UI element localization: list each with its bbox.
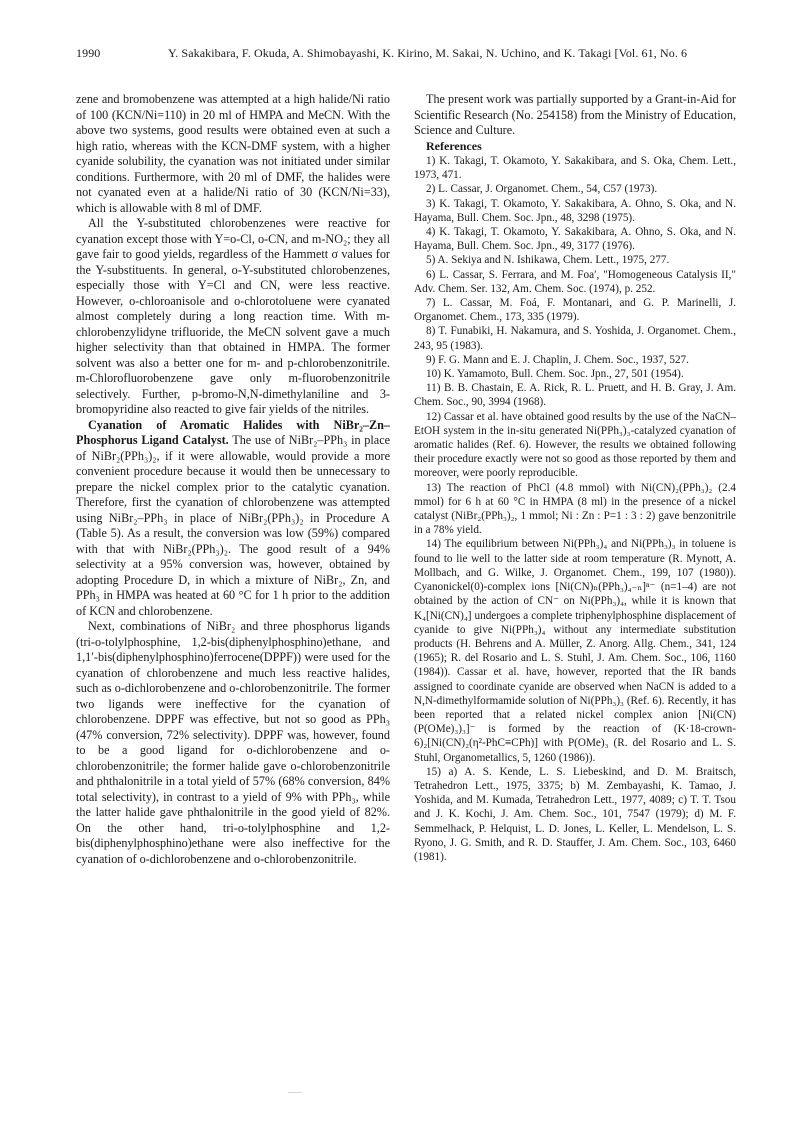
page-footer-rule (288, 1092, 302, 1101)
running-header (76, 46, 736, 64)
acknowledgement: The present work was partially supported by a Grant-in-Aid for Scientific Research (No. 254158) from the Ministry of Education, Science and Culture. (414, 92, 736, 137)
reference-item: 7) L. Cassar, M. Foá, F. Montanari, and G. P. Marinelli, J. Organomet. Chem., 173, 335 (1979). (414, 297, 736, 324)
right-column (414, 92, 736, 864)
reference-item: 5) A. Sekiya and N. Ishikawa, Chem. Lett., 1975, 277. (426, 254, 670, 267)
reference-item: 12) Cassar et al. have obtained good results by the use of the NaCN–EtOH system in the in-situ generated Ni(PPh₃)₃-catalyzed cyanation of aromatic halides (Ref. 6). However, the results we obtained following their procedure exactly were not so good as those reported by them and moreover, were poorly reproducible. (414, 410, 736, 480)
reference-item: 1) K. Takagi, T. Okamoto, Y. Sakakibara, and S. Oka, Chem. Lett., 1973, 471. (414, 155, 736, 182)
references-heading: References (426, 138, 482, 153)
reference-item: 10) K. Yamamoto, Bull. Chem. Soc. Jpn., 27, 501 (1954). (426, 368, 684, 381)
section-paragraph (76, 418, 390, 620)
reference-item: 13) The reaction of PhCl (4.8 mmol) with Ni(CN)₂(PPh₃)₂ (2.4 mmol) for 6 h at 60 °C in HMPA (8 ml) in the presence of a nickel catalyst (NiBr₂(PPh₃)₂, 1 mmol; Ni : Zn : P=1 : 3 : 2) gave benzonitrile in a 78% yield. (414, 481, 736, 537)
reference-item: 3) K. Takagi, T. Okamoto, Y. Sakakibara, A. Ohno, S. Oka, and N. Hayama, Bull. Chem. Soc. Jpn., 48, 3298 (1975). (414, 197, 736, 224)
reference-list (414, 154, 736, 864)
reference-item: 8) T. Funabiki, H. Nakamura, and S. Yoshida, J. Organomet. Chem., 243, 95 (1983). (414, 325, 736, 352)
body-paragraph: All the Y-substituted chlorobenzenes were reactive for cyanation except those with Y=o-Cl, o-CN, and m-NO₂; they all gave fair to good yields, regardless of the Hammett σ values for the Y-substituents. In general, o-Y-substituted chlorobenzenes, especially those with Y=Cl and CN, were less reactive. However, o-chloroanisole and o-chlorotoluene were cyanated almost completely during a long reaction time. With m-chlorobenzylidyne trifluoride, the MeCN solvent gave a much higher selectivity than that obtained in HMPA. The former solvent was also a better one for m- and p-chlorobenzonitrile. m-Chlorofluorobenzene gave only m-fluorobenzonitrile selectively. Further, p-bromo-N,N-dimethylaniline and 3-bromopyridine also reacted to give fair yields of the nitriles. (76, 216, 390, 416)
body-paragraph: zene and bromobenzene was attempted at a high halide/Ni ratio of 100 (KCN/Ni=110) in 20 ml of HMPA and MeCN. With the above two systems, good results were obtained even at such a high ratio, whereas with the KCN-DMF system, with a higher cyanide solubility, the cyanation was not initiated under similar conditions. Furthermore, with 20 ml of DMF, the halides were not cyanated even at a halide/Ni ratio of 30 (KCN/Ni=33), which is allowable with 8 ml of DMF. (76, 92, 390, 215)
running-head: Y. Sakakibara, F. Okuda, A. Shimobayashi, K. Kirino, M. Sakai, N. Uchino, and K. Takagi [Vol. 61, No. 6 (168, 46, 688, 60)
body-paragraph: Next, combinations of NiBr₂ and three phosphorus ligands (tri-o-tolylphosphine, 1,2-bis(diphenylphosphino)ethane, and 1,1′-bis(diphenylphosphino)ferrocene(DPPF)) were used for the cyanation of chlorobenzene and much less reactive halides, such as o-dichlorobenzene and o-chlorobenzonitrile. The former two ligands were ineffective for the cyanation of chlorobenzene. DPPF was effective, but not so good as PPh₃ (47% conversion, 72% selectivity). DPPF was, however, found to be a good ligand for o-dichlorobenzene and o-chlorobenzonitrile; the former halide gave o-chlorobenzonitrile and phthalonitrile in a total yield of 57% (68% conversion, 84% total selectivity), in contrast to a yield of 9% with PPh₃, while the latter halide gave phthalonitrile in the good yield of 82%. On the other hand, tri-o-tolylphosphine and 1,2-bis(diphenylphosphino)ethane were also ineffective for the cyanation of o-dichlorobenzene and o-chlorobenzonitrile. (76, 619, 390, 866)
reference-item: 4) K. Takagi, T. Okamoto, Y. Sakakibara, A. Ohno, S. Oka, and N. Hayama, Bull. Chem. Soc. Jpn., 49, 3177 (1976). (414, 226, 736, 253)
section-heading: Cyanation of Aromatic Halides with NiBr₂–Zn–Phosphorus Ligand Catalyst. (76, 417, 390, 447)
page-number: 1990 (76, 46, 101, 60)
reference-item: 14) The equilibrium between Ni(PPh₃)₄ and Ni(PPh₃)₃ in toluene is found to lie well to the latter side at room temperature (R. Mynott, A. Mollbach, and G. Wilke, J. Organomet. Chem., 199, 107 (1980)). Cyanonickel(0)-complex ions [Ni(CN)ₙ(PPh₃)₄₋ₙ]ⁿ⁻ (n=1–4) are not obtained by the action of CN⁻ on Ni(PPh₃)₄, while it is known that K₄[Ni(CN)₄] undergoes a complete triphenylphosphine displacement of cyanide to give Ni(PPh₃)₄ without any intermediate substitution products (H. Behrens and A. Müller, Z. Anorg. Allg. Chem., 341, 124 (1965); R. del Rosario and L. S. Stuhl, J. Am. Chem. Soc., 106, 1160 (1984)). Cassar et al. have, however, reported that the IR bands assigned to coordinate cyanide are observed when NaCN is added to a N,N-dimethylformamide solution of Ni(PPh₃)₃ (Ref. 6). Recently, it has been reported that a related nickel complex anion [Ni(CN)(P(OMe)₃)₃]⁻ is formed by the reaction of (K·18-crown-6)₂[Ni(CN)₂(η²-PhC≡CPh)] with P(OMe)₃ (R. del Rosario and L. S. Stuhl, Organometallics, 5, 1260 (1986)). (414, 538, 736, 764)
left-column (76, 92, 390, 867)
reference-item: 6) L. Cassar, S. Ferrara, and M. Foa′, "Homogeneous Catalysis II," Adv. Chem. Ser. 132, Am. Chem. Soc. (1974), p. 252. (414, 268, 736, 295)
section-body: The use of NiBr₂–PPh₃ in place of NiBr₂(PPh₃)₂, if it were allowable, would provide a more convenient procedure because it would then be unnecessary to prepare the nickel complex prior to the catalytic cyanation. Therefore, first the cyanation of chlorobenzene was attempted using NiBr₂–PPh₃ in place of NiBr₂(PPh₃)₂ in Procedure A (Table 5). As a result, the conversion was low (59%) compared with that with NiBr₂(PPh₃)₂. The good result of a 94% selectivity at a 95% conversion was, however, obtained by adopting Procedure D, in which a mixture of NiBr₂, Zn, and PPh₃ in HMPA was heated at 60 °C for 1 h prior to the addition of KCN and chlorobenzene. (76, 433, 391, 618)
reference-item: 15) a) A. S. Kende, L. S. Liebeskind, and D. M. Braitsch, Tetrahedron Lett., 1975, 3375; b) M. Zembayashi, K. Tamao, J. Yoshida, and M. Kumada, Tetrahedron Lett., 1977, 4089; c) T. T. Tsou and J. K. Kochi, J. Am. Chem. Soc., 101, 7547 (1979); d) M. F. Semmelhack, P. Helquist, L. D. Jones, L. Keller, L. Mendelson, L. S. Ryono, J. G. Smith, and R. D. Stauffer, J. Am. Chem. Soc., 103, 6460 (1981). (414, 765, 736, 863)
reference-item: 11) B. B. Chastain, E. A. Rick, R. L. Pruett, and H. B. Gray, J. Am. Chem. Soc., 90, 3994 (1968). (414, 382, 736, 409)
reference-item: 9) F. G. Mann and E. J. Chaplin, J. Chem. Soc., 1937, 527. (426, 353, 689, 366)
reference-item: 2) L. Cassar, J. Organomet. Chem., 54, C57 (1973). (426, 183, 658, 196)
